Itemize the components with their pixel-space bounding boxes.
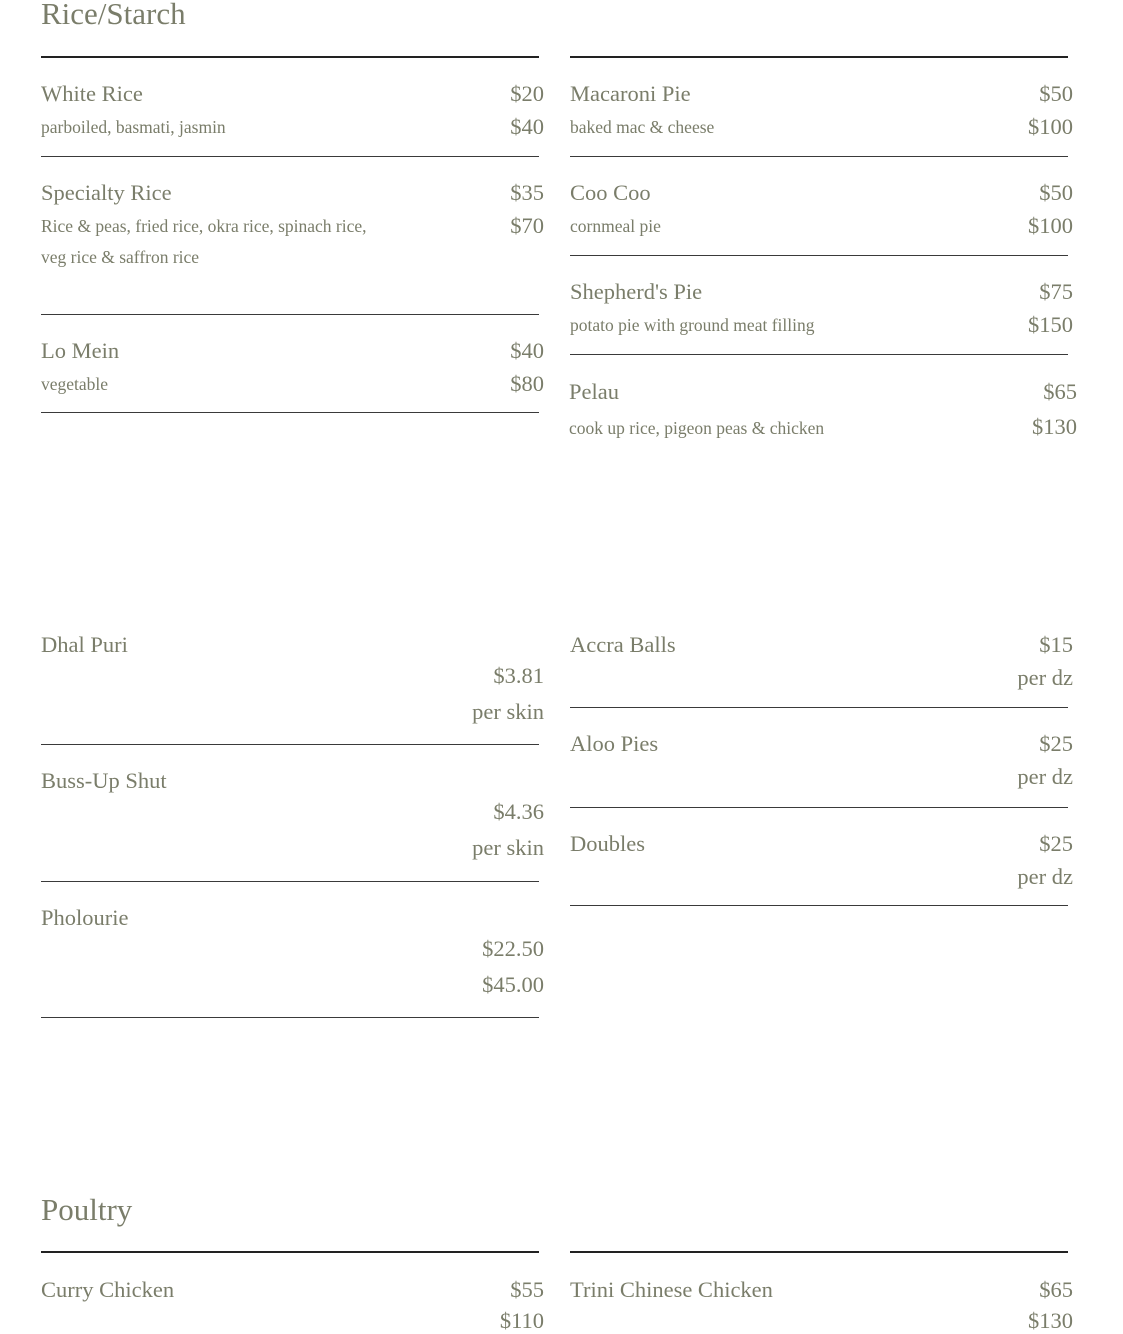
item-price: $15: [1039, 632, 1073, 657]
item-price: $40: [510, 338, 544, 363]
item-price-large: $80: [510, 371, 544, 396]
item-name: Dhal Puri: [41, 632, 128, 657]
section-title-rice-starch: Rice/Starch: [41, 0, 186, 31]
divider: [570, 1251, 1068, 1253]
item-unit: per skin: [472, 835, 544, 860]
item-price: $25: [1039, 731, 1073, 756]
divider: [41, 1017, 539, 1018]
item-name: Doubles: [570, 831, 645, 856]
item-name: Specialty Rice: [41, 180, 172, 205]
item-price: $20: [510, 81, 544, 106]
item-description: vegetable: [41, 374, 109, 394]
item-name: White Rice: [41, 81, 143, 106]
item-price: $4.36: [493, 799, 544, 824]
item-description: veg rice & saffron rice: [41, 247, 200, 267]
divider: [570, 156, 1068, 157]
item-price: $25: [1039, 831, 1073, 856]
item-name: Macaroni Pie: [570, 81, 691, 106]
item-description: baked mac & cheese: [570, 117, 715, 137]
item-description: parboiled, basmati, jasmin: [41, 117, 226, 137]
item-price: $55: [510, 1277, 544, 1302]
item-price-large: $130: [1032, 414, 1077, 439]
item-price-large: $100: [1028, 114, 1073, 139]
item-price: $35: [510, 180, 544, 205]
item-name: Accra Balls: [570, 632, 676, 657]
item-name: Pelau: [569, 379, 619, 404]
item-unit: per skin: [472, 699, 544, 724]
section-title-poultry: Poultry: [41, 1192, 133, 1227]
divider: [570, 807, 1068, 808]
divider: [570, 707, 1068, 708]
item-price-large: $45.00: [482, 972, 544, 997]
item-name: Coo Coo: [570, 180, 651, 205]
item-price: $75: [1039, 279, 1073, 304]
item-name: Pholourie: [41, 905, 129, 930]
item-description: Rice & peas, fried rice, okra rice, spinach rice,: [41, 216, 367, 236]
divider: [41, 1251, 539, 1253]
item-name: Curry Chicken: [41, 1277, 175, 1302]
divider: [41, 412, 539, 413]
divider: [570, 255, 1068, 256]
item-price-large: $40: [510, 114, 544, 139]
item-unit: per dz: [1017, 864, 1073, 889]
divider: [41, 744, 539, 745]
item-name: Trini Chinese Chicken: [570, 1277, 773, 1302]
item-unit: per dz: [1017, 764, 1073, 789]
item-description: cornmeal pie: [570, 216, 661, 236]
item-price: $3.81: [493, 663, 544, 688]
item-price: $22.50: [482, 936, 544, 961]
item-price: $50: [1039, 81, 1073, 106]
item-name: Lo Mein: [41, 338, 120, 363]
item-price: $65: [1039, 1277, 1073, 1302]
divider: [570, 905, 1068, 906]
divider: [41, 56, 539, 58]
item-price-large: $100: [1028, 213, 1073, 238]
divider: [570, 354, 1068, 355]
item-price: $50: [1039, 180, 1073, 205]
item-description: cook up rice, pigeon peas & chicken: [569, 418, 825, 438]
item-name: Shepherd's Pie: [570, 279, 703, 304]
divider: [41, 881, 539, 882]
divider: [41, 156, 539, 157]
item-description: potato pie with ground meat filling: [570, 315, 815, 335]
item-price-large: $150: [1028, 312, 1073, 337]
divider: [41, 314, 539, 315]
item-price-large: $70: [510, 213, 544, 238]
item-name: Aloo Pies: [570, 731, 659, 756]
item-unit: per dz: [1017, 665, 1073, 690]
item-name: Buss-Up Shut: [41, 768, 167, 793]
item-price-large: $130: [1028, 1308, 1073, 1333]
divider: [570, 56, 1068, 58]
item-price: $65: [1043, 379, 1077, 404]
item-price-large: $110: [499, 1308, 544, 1333]
